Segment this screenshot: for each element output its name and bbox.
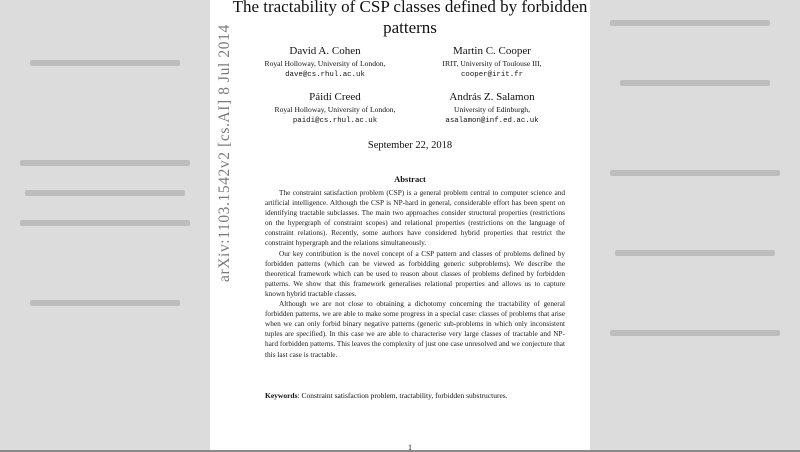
keywords-text: : Constraint satisfaction problem, tractability, forbidden substructures.	[297, 391, 508, 400]
blur-line	[615, 250, 775, 256]
blur-line	[610, 170, 780, 176]
author-affiliation: University of Edinburgh,	[453, 105, 530, 114]
blur-line	[30, 300, 180, 306]
paper-page	[210, 0, 590, 450]
author-email: paidi@cs.rhul.ac.uk	[292, 117, 378, 125]
author-email: cooper@irit.fr	[460, 71, 524, 79]
paper-date: September 22, 2018	[367, 140, 453, 151]
blur-line	[610, 20, 770, 26]
abstract-paragraph: The constraint satisfaction problem (CSP) is a general problem central to computer science and artificial intelligence. Although the CSP is NP-hard in general, considerable effort has been spent on identifying tractable subclasses. The main two approaches consider structural properties (restrictions on the hypergraph of constraint scopes) and relational properties (restrictions on the language of constraint relations). Recently, some authors have considered hybrid properties that restrict the constraint hypergraph and the relations simultaneously.	[265, 188, 565, 248]
blurred-right-margin	[590, 0, 800, 450]
author-affiliation: Royal Holloway, University of London,	[274, 105, 396, 114]
author-name: Páidí Creed	[309, 91, 361, 103]
keywords-line	[265, 391, 585, 401]
page-number: 1	[408, 443, 412, 452]
blurred-left-margin	[0, 0, 210, 450]
blur-line	[30, 60, 180, 66]
blur-line	[25, 190, 185, 196]
abstract-paragraph: Our key contribution is the novel concept of a CSP pattern and classes of problems defined by forbidden patterns (which can be viewed as forbidding generic subproblems). We describe the theoretical framework which can be used to reason about classes of problems defined by forbidden patterns. We show that this framework generalises relational properties and allows us to capture known hybrid tractable classes.	[265, 248, 565, 298]
abstract-paragraph: Although we are not close to obtaining a dichotomy concerning the tractability of general forbidden patterns, we are able to make some progress in a special case: classes of problems that arise when we can only forbid binary negative patterns (generic sub-problems in which only inconsistent tuples are specified). In this case we are able to characterise very large classes of tractable and NP-hard forbidden patterns. This leaves the complexity of just one case unresolved and we conjecture that this last case is tractable.	[265, 299, 565, 359]
author-email: asalamon@inf.ed.ac.uk	[445, 117, 539, 125]
arxiv-id: arXiv:1103.1542v2 [cs.AI] 8 Jul 2014	[216, 24, 233, 282]
author-affiliation: IRIT, University of Toulouse III,	[442, 59, 542, 68]
blur-line	[20, 160, 190, 166]
keywords-label: Keywords	[265, 391, 298, 400]
abstract-body	[265, 188, 565, 360]
blur-line	[610, 330, 780, 336]
paper-title: The tractability of CSP classes defined by forbidden patterns	[232, 0, 588, 37]
blur-line	[620, 80, 770, 86]
blur-line	[20, 220, 190, 226]
author-name: Martin C. Cooper	[453, 45, 531, 57]
author-name: David A. Cohen	[289, 45, 361, 57]
author-email: dave@cs.rhul.ac.uk	[285, 71, 365, 79]
arxiv-stamp	[212, 24, 234, 282]
author-block	[407, 90, 577, 127]
abstract-heading: Abstract	[394, 174, 426, 184]
author-affiliation: Royal Holloway, University of London,	[264, 59, 386, 68]
author-block	[250, 90, 420, 127]
author-block	[240, 44, 410, 81]
author-name: András Z. Salamon	[449, 91, 535, 103]
author-block	[407, 44, 577, 81]
